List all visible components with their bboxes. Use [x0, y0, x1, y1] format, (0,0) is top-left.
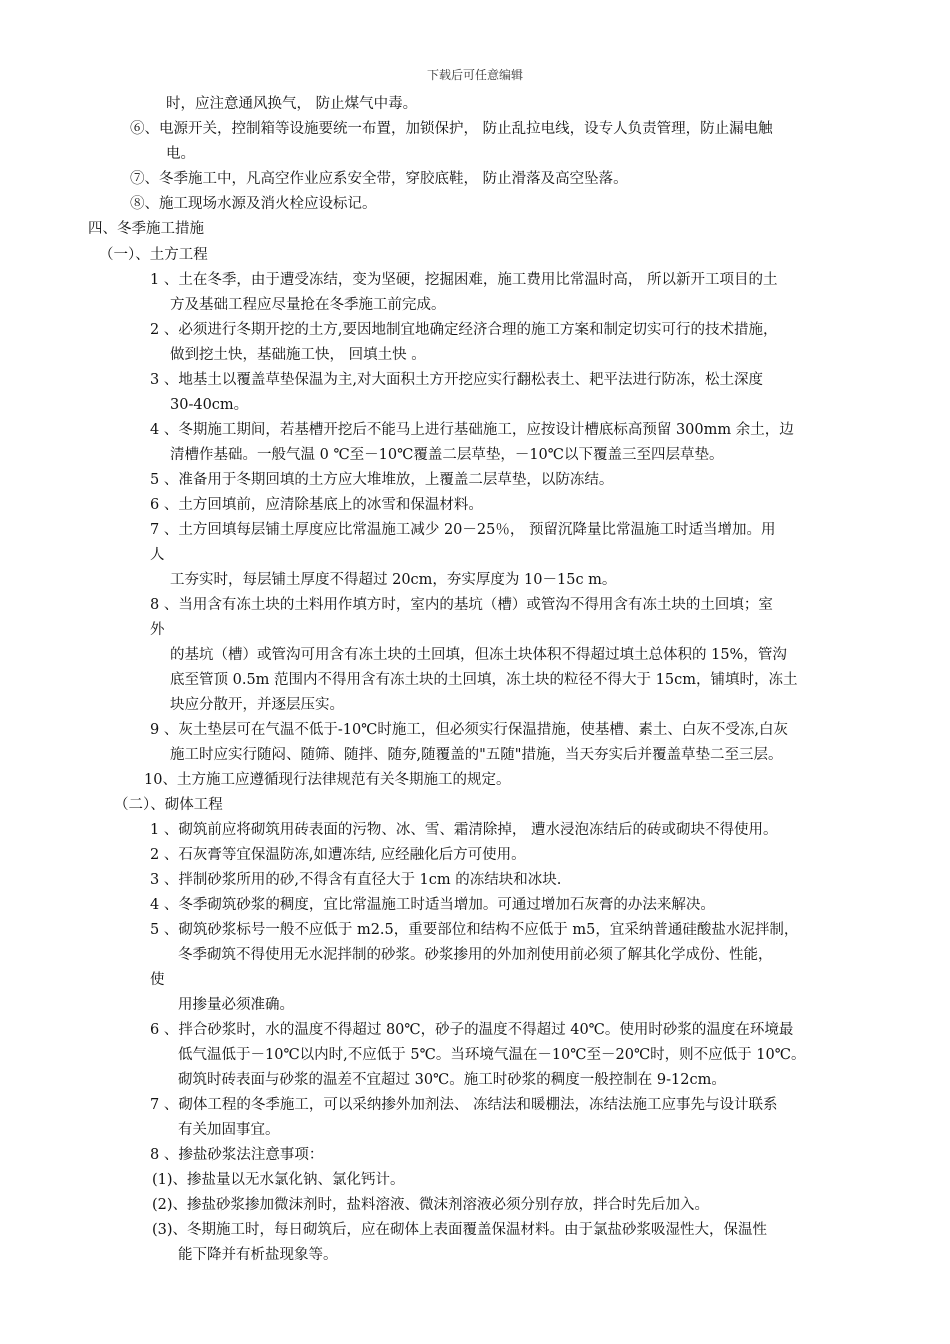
text-line: 2 、石灰膏等宜保温防冻,如遭冻结, 应经融化后方可使用。	[150, 847, 526, 863]
text-line: 施工时应实行随闷、随筛、随拌、随夯,随覆盖的"五随"措施，当天夯实后并覆盖草垫二至三层。	[170, 747, 783, 763]
text-line: 工夯实时，每层铺土厚度不得超过 20cm，夯实厚度为 10－15c m。	[170, 572, 617, 588]
text-line: 块应分散开，并逐层压实。	[170, 697, 344, 713]
text-line: 9 、灰土垫层可在气温不低于-10℃时施工，但必须实行保温措施，使基槽、素土、白灰不受冻,白灰	[150, 722, 789, 738]
text-line: (2)、掺盐砂浆掺加微沫剂时，盐料溶液、微沫剂溶液必须分别存放，拌合时先后加入。	[152, 1197, 710, 1213]
text-line: 30-40cm。	[170, 397, 249, 413]
text-line: 人	[150, 547, 165, 563]
text-line: 外	[150, 622, 165, 638]
text-line: 时，应注意通风换气， 防止煤气中毒。	[166, 96, 418, 112]
text-line: 低气温低于－10℃以内时,不应低于 5℃。当环境气温在－10℃至－20℃时，则不应低于 10℃。	[178, 1047, 806, 1063]
text-line: 3 、拌制砂浆所用的砂,不得含有直径大于 1cm 的冻结块和冰块.	[150, 872, 562, 888]
text-line: 能下降并有析盐现象等。	[178, 1247, 338, 1263]
text-line: 8 、掺盐砂浆法注意事项：	[150, 1147, 324, 1163]
text-line: 7 、土方回填每层铺土厚度应比常温施工减少 20－25％， 预留沉降量比常温施工时适当增加。用	[150, 522, 776, 538]
section-heading: 四、冬季施工措施	[88, 221, 204, 237]
subsection-heading: （二）、砌体工程	[114, 797, 223, 813]
text-line: 砌筑时砖表面与砂浆的温差不宜超过 30℃。施工时砂浆的稠度一般控制在 9-12cm。	[178, 1072, 726, 1088]
text-line: 5 、准备用于冬期回填的土方应大堆堆放，上覆盖二层草垫，以防冻结。	[150, 472, 614, 488]
text-line: 的基坑（槽）或管沟可用含有冻土块的土回填，但冻土块体积不得超过填土总体积的 15%，管沟	[170, 647, 787, 663]
text-line: 4 、冬期施工期间，若基槽开挖后不能马上进行基础施工，应按设计槽底标高预留 300mm 余土，边	[150, 422, 794, 438]
text-line: 冬季砌筑不得使用无水泥拌制的砂浆。砂浆掺用的外加剂使用前必须了解其化学成份、性能，	[178, 947, 773, 963]
text-line: 1 、土在冬季，由于遭受冻结，变为坚硬，挖掘困难，施工费用比常温时高， 所以新开工项目的土	[150, 272, 778, 288]
text-line: 3 、地基土以覆盖草垫保温为主,对大面积土方开挖应实行翻松表土、耙平法进行防冻，松土深度	[150, 372, 763, 388]
text-line: 8 、当用含有冻土块的土料用作填方时，室内的基坑（槽）或管沟不得用含有冻土块的土回填；室	[150, 597, 773, 613]
text-line: 6 、拌合砂浆时，水的温度不得超过 80℃，砂子的温度不得超过 40℃。使用时砂浆的温度在环境最	[150, 1022, 794, 1038]
text-line: 2 、必须进行冬期开挖的土方,要因地制宜地确定经济合理的施工方案和制定切实可行的技术措施，	[150, 322, 778, 338]
text-line: 6 、土方回填前，应清除基底上的冰雪和保温材料。	[150, 497, 483, 513]
text-line: 做到挖土快，基础施工快， 回填土快 。	[170, 347, 426, 363]
text-line: 方及基础工程应尽量抢在冬季施工前完成。	[170, 297, 446, 313]
text-line: 有关加固事宜。	[178, 1122, 280, 1138]
text-line: 底至管顶 0.5m 范围内不得用含有冻土块的土回填，冻土块的粒径不得大于 15cm，铺填时，冻土	[170, 672, 798, 688]
subsection-heading: （一）、土方工程	[99, 247, 208, 263]
text-line: 10、土方施工应遵循现行法律规范有关冬期施工的规定。	[144, 772, 511, 788]
text-line: ⑧、施工现场水源及消火栓应设标记。	[130, 196, 377, 212]
text-line: 电。	[166, 146, 195, 162]
text-line: 清槽作基础。一般气温 0 ℃至－10℃覆盖二层草垫，－10℃以下覆盖三至四层草垫。	[170, 447, 724, 463]
text-line: 5 、砌筑砂浆标号一般不应低于 m2.5，重要部位和结构不应低于 m5，宜采纳普通硅酸盐水泥拌制，	[150, 922, 799, 938]
text-line: 7 、砌体工程的冬季施工，可以采纳掺外加剂法、 冻结法和暖棚法，冻结法施工应事先与设计联系	[150, 1097, 778, 1113]
text-line: (3)、冬期施工时，每日砌筑后，应在砌体上表面覆盖保温材料。由于氯盐砂浆吸湿性大，保温性	[152, 1222, 768, 1238]
text-line: 使	[150, 972, 165, 988]
text-line: 用掺量必须准确。	[178, 997, 294, 1013]
text-line: ⑦、冬季施工中，凡高空作业应系安全带，穿胶底鞋， 防止滑落及高空坠落。	[130, 171, 628, 187]
text-line: ⑥、电源开关，控制箱等设施要统一布置，加锁保护， 防止乱拉电线，设专人负责管理，防止漏电触	[130, 121, 773, 137]
text-line: 4 、冬季砌筑砂浆的稠度，宜比常温施工时适当增加。可通过增加石灰膏的办法来解决。	[150, 897, 715, 913]
text-line: 1 、砌筑前应将砌筑用砖表面的污物、冰、雪、霜清除掉， 遭水浸泡冻结后的砖或砌块不得使用。	[150, 822, 778, 838]
page-header: 下载后可任意编辑	[426, 68, 523, 82]
text-line: (1)、掺盐量以无水氯化钠、氯化钙计。	[152, 1172, 405, 1188]
